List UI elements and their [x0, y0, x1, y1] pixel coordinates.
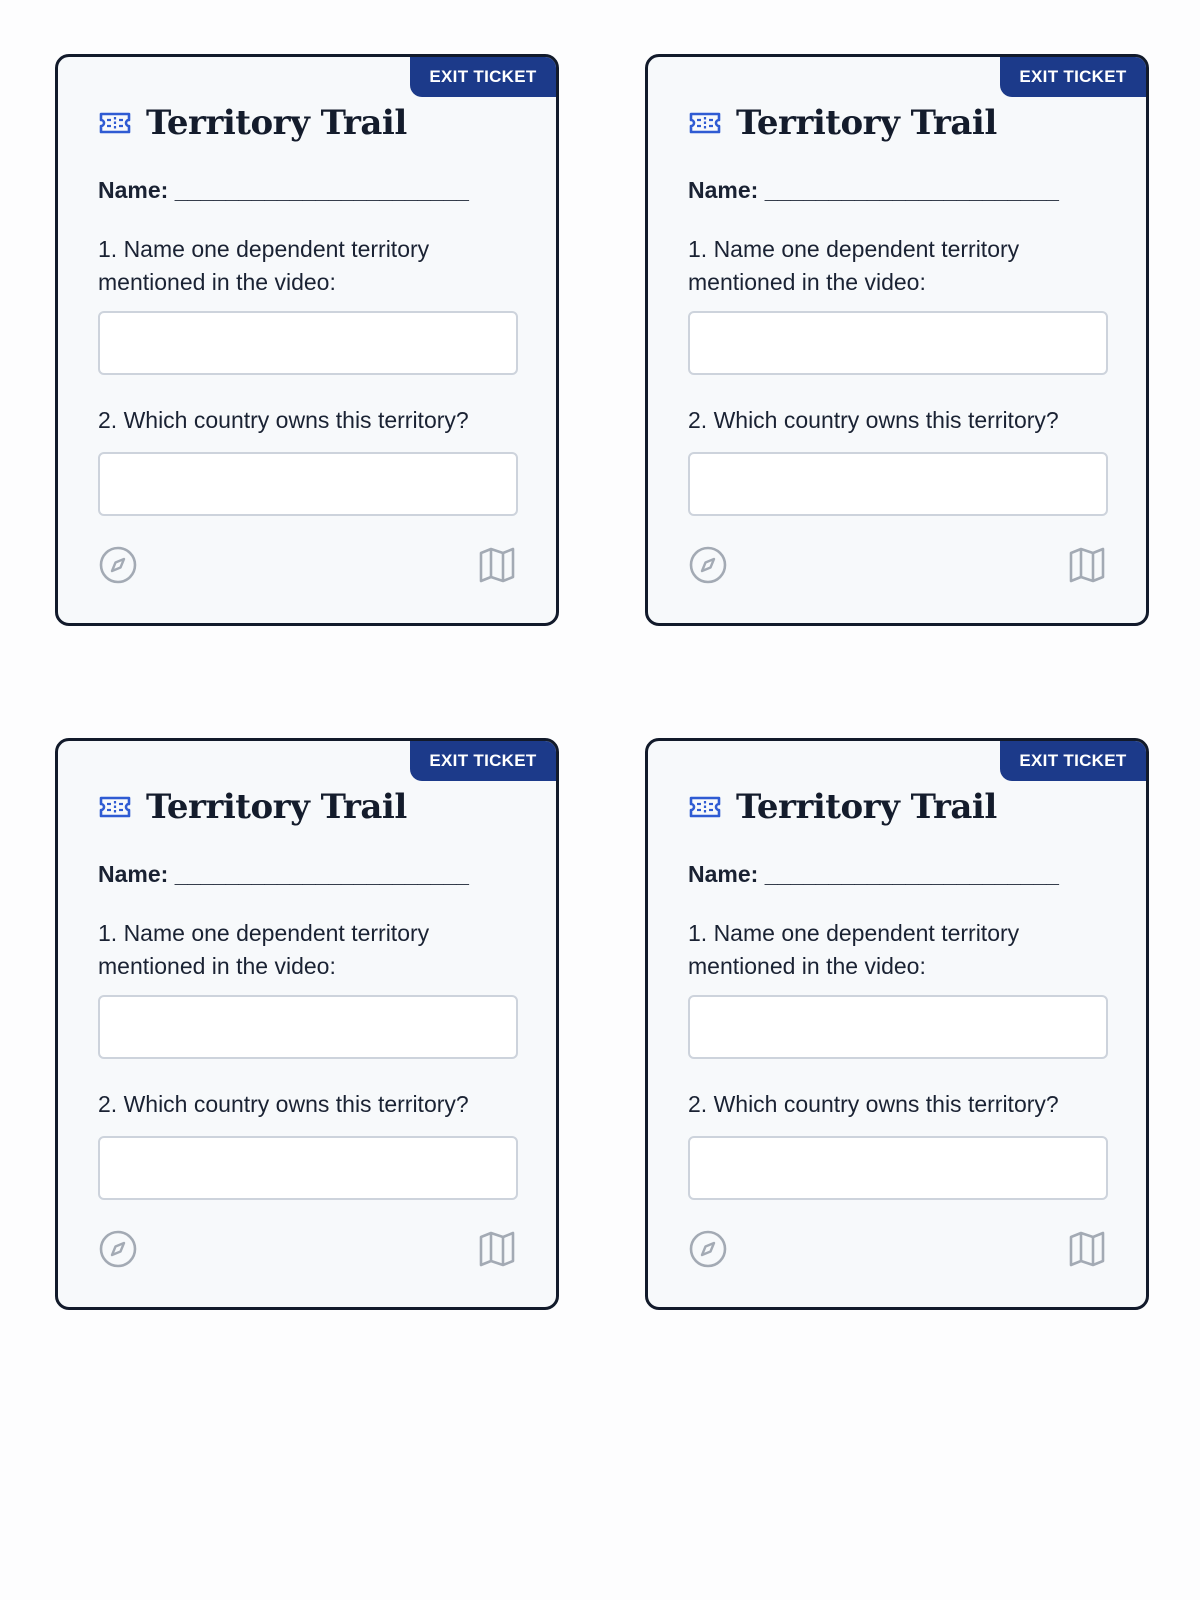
question-2: 2. Which country owns this territory? — [688, 1091, 1059, 1117]
exit-ticket-tag: EXIT TICKET — [1000, 741, 1146, 781]
map-icon — [478, 1231, 516, 1267]
exit-ticket-tag: EXIT TICKET — [410, 57, 556, 97]
answer-1-box[interactable] — [688, 311, 1108, 375]
question-2: 2. Which country owns this territory? — [98, 1091, 469, 1117]
map-icon — [1068, 1231, 1106, 1267]
name-line[interactable]: Name: _______________________ — [688, 861, 1059, 887]
answer-1-box[interactable] — [688, 995, 1108, 1059]
ticket-icon — [98, 111, 132, 135]
exit-ticket-card — [55, 54, 559, 626]
ticket-icon — [98, 795, 132, 819]
answer-2-box[interactable] — [98, 1136, 518, 1200]
answer-2-box[interactable] — [688, 1136, 1108, 1200]
compass-icon — [688, 545, 728, 585]
name-line[interactable]: Name: _______________________ — [688, 177, 1059, 203]
title-row — [688, 103, 997, 143]
exit-ticket-card — [645, 738, 1149, 1310]
question-2: 2. Which country owns this territory? — [98, 407, 469, 433]
question-1: 1. Name one dependent territory mentioned in the video: — [688, 920, 1020, 979]
card-title: Territory Trail — [146, 787, 407, 827]
answer-1-box[interactable] — [98, 995, 518, 1059]
question-1: 1. Name one dependent territory mentioned in the video: — [98, 920, 430, 979]
compass-icon — [688, 1229, 728, 1269]
name-line[interactable]: Name: _______________________ — [98, 861, 469, 887]
card-title: Territory Trail — [146, 103, 407, 143]
exit-ticket-tag: EXIT TICKET — [1000, 57, 1146, 97]
title-row — [98, 103, 407, 143]
card-title: Territory Trail — [736, 787, 997, 827]
question-1: 1. Name one dependent territory mentioned in the video: — [688, 236, 1020, 295]
answer-1-box[interactable] — [98, 311, 518, 375]
map-icon — [1068, 547, 1106, 583]
title-row — [98, 787, 407, 827]
name-line[interactable]: Name: _______________________ — [98, 177, 469, 203]
exit-ticket-card — [55, 738, 559, 1310]
answer-2-box[interactable] — [688, 452, 1108, 516]
exit-ticket-tag: EXIT TICKET — [410, 741, 556, 781]
exit-ticket-card — [645, 54, 1149, 626]
card-title: Territory Trail — [736, 103, 997, 143]
ticket-icon — [688, 111, 722, 135]
compass-icon — [98, 545, 138, 585]
compass-icon — [98, 1229, 138, 1269]
question-1: 1. Name one dependent territory mentioned in the video: — [98, 236, 430, 295]
ticket-icon — [688, 795, 722, 819]
answer-2-box[interactable] — [98, 452, 518, 516]
title-row — [688, 787, 997, 827]
question-2: 2. Which country owns this territory? — [688, 407, 1059, 433]
map-icon — [478, 547, 516, 583]
